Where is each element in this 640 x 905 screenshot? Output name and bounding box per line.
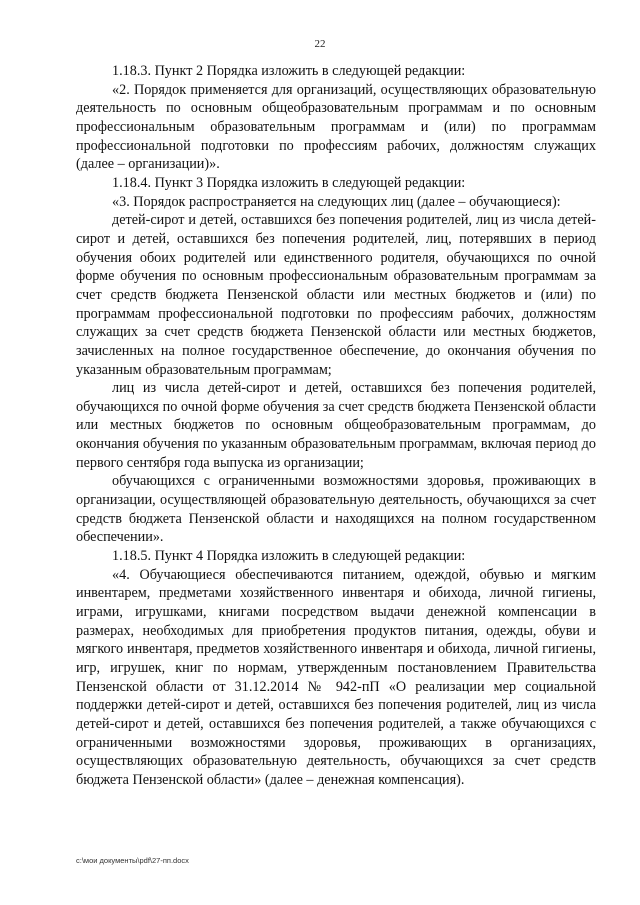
paragraph-1-18-3: 1.18.3. Пункт 2 Порядка изложить в следующей редакции:: [112, 63, 466, 79]
document-body: [76, 62, 596, 790]
page-number: 22: [314, 38, 326, 50]
paragraph-disabilities: обучающихся с ограниченными возможностями здоровья, проживающих в организации, осуществляющей образовательную деятельность, обучающихся за счет средств бюджета Пензенской области и находящихся на полном государственном обеспечении».: [76, 473, 596, 546]
paragraph-orphans-professional: детей-сирот и детей, оставшихся без попечения родителей, лиц из числа детей-сирот и детей, оставшихся без попечения родителей, лиц, потерявших в период обучения обоих родителей или единственного родителя, обучающихся по очной форме обучения по основным профессиональным образовательным программам за счет средств бюджета Пензенской области или местных бюджетов и (или) по программам профессиональной подготовки по профессиям рабочих, должностям служащих за счет средств бюджета Пензенской области или местных бюджетов, зачисленных на полное государственное обеспечение, до окончания обучения по указанным образовательным программам;: [76, 212, 596, 378]
paragraph-point-2-text: «2. Порядок применяется для организаций, осуществляющих образовательную деятельность по основным общеобразовательным программам и по основным профессиональным образовательным программам и (или) по программам профессиональной подготовки по профессиям рабочих, должностям служащих (далее – организации)».: [76, 81, 596, 173]
paragraph-1-18-5: 1.18.5. Пункт 4 Порядка изложить в следующей редакции:: [112, 548, 466, 565]
paragraph-orphans-general: лиц из числа детей-сирот и детей, оставшихся без попечения родителей, обучающихся по очной форме обучения за счет средств бюджета Пензенской области или местных бюджетов по основным общеобразовательным программам, до окончания обучения по указанным образовательным программам, включая период до первого сентября года выпуска из организации;: [76, 380, 596, 471]
footer-file-path: c:\мои документы\pdf\27-пп.docx: [76, 856, 189, 865]
paragraph-point-4-text: «4. Обучающиеся обеспечиваются питанием, одеждой, обувью и мягким инвентарем, предметами хозяйственного инвентаря и обихода, личной гигиены, играми, игрушками, книгами посредством выдачи денежной компенсации в размерах, необходимых для приобретения продуктов питания, одежды, обуви и мягкого инвентаря, предметов хозяйственного инвентаря и обихода, личной гигиены, игр, игрушек, книг по нормам, утвержденным постановлением Правительства Пензенской области от 31.12.2014 № 942-пП «О реализации мер социальной поддержки детей-сирот и детей, оставшихся без попечения родителей, лиц из числа детей-сирот и детей, оставшихся без попечения родителей, а также обучающихся с ограниченными возможностями здоровья, проживающих в организациях, осуществляющих образовательную деятельность, обучающихся за счет средств бюджета Пензенской области» (далее – денежная компенсация).: [76, 566, 596, 788]
paragraph-1-18-4: 1.18.4. Пункт 3 Порядка изложить в следующей редакции:: [112, 174, 466, 191]
paragraph-point-3-intro: «3. Порядок распространяется на следующих лиц (далее – обучающиеся):: [112, 193, 561, 210]
